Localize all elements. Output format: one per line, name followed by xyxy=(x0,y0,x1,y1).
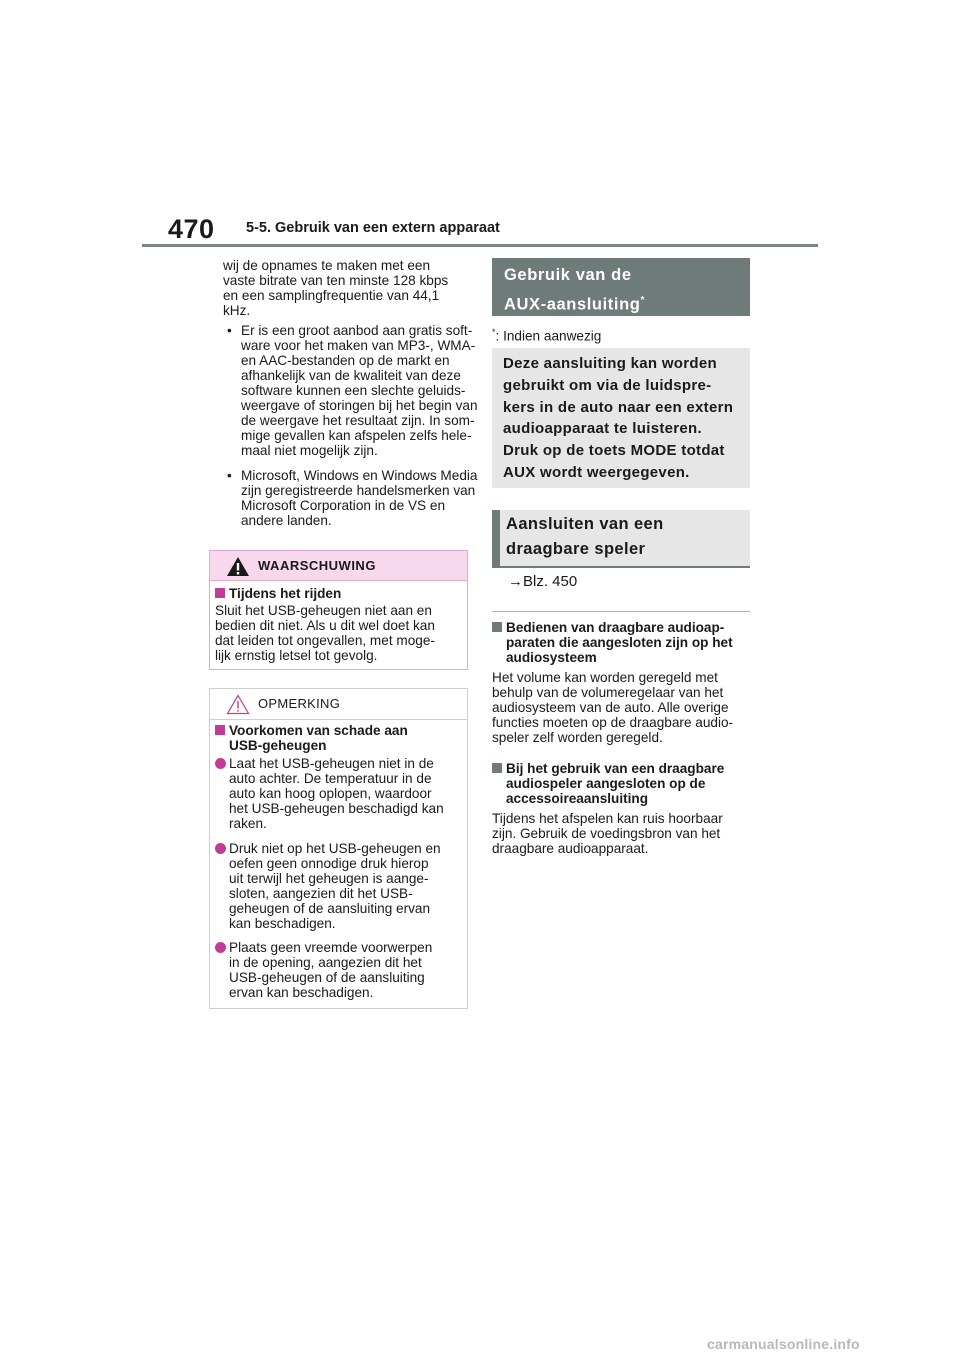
page-number: 470 xyxy=(168,214,215,244)
block-text: Het volume kan worden geregeld met behulp van de volumeregelaar van het audiosysteem van de auto. Alle overige functies moeten op de draagbare audio- speler zelf worden geregeld. xyxy=(492,670,734,745)
watermark: carmanualsonline.info xyxy=(707,1336,860,1352)
warning-icon xyxy=(226,556,250,577)
note-divider xyxy=(210,719,467,720)
note-item: Plaats geen vreemde voorwerpen in de opening, aangezien dit het USB-geheugen of de aansluiting ervan kan beschadigen. xyxy=(215,940,432,1000)
section-title-player: Aansluiten van een draagbare speler xyxy=(506,515,664,558)
header-rule xyxy=(142,244,818,247)
square-bullet-icon xyxy=(492,763,502,773)
section-accent-bar xyxy=(492,510,500,568)
bullet-marker: • xyxy=(227,468,232,483)
caution-icon xyxy=(226,694,250,715)
block-subhead: Bij het gebruik van een draagbare audiospeler aangesloten op de accessoireaansluiting xyxy=(492,761,724,806)
chapter-title: 5-5. Gebruik van een extern apparaat xyxy=(246,220,500,236)
page-reference-link[interactable]: →Blz. 450 xyxy=(508,573,578,590)
circle-bullet-icon xyxy=(215,942,226,953)
note-item: Druk niet op het USB-geheugen en oefen geen onnodige druk hierop uit terwijl het geheugen is aange- sloten, aangezien dit het USB- geheugen of de aansluiting ervan kan beschadigen. xyxy=(215,841,441,931)
circle-bullet-icon xyxy=(215,758,226,769)
warning-subhead: Tijdens het rijden xyxy=(215,586,341,601)
footnote: *: Indien aanwezig xyxy=(492,327,602,344)
note-title: OPMERKING xyxy=(258,696,341,711)
note-subhead: Voorkomen van schade aan USB-geheugen xyxy=(215,723,408,753)
block-text: Tijdens het afspelen kan ruis hoorbaar zijn. Gebruik de voedingsbron van het draagbare audioapparaat. xyxy=(492,811,723,856)
square-bullet-icon xyxy=(215,725,225,735)
continued-paragraph: wij de opnames te maken met een vaste bitrate van ten minste 128 kbps en een samplingfrequentie van 44,1 kHz. xyxy=(223,258,449,318)
warning-text: Sluit het USB-geheugen niet aan en bedien dit niet. Als u dit wel doet kan dat leiden tot ongevallen, met moge- lijk ernstig letsel tot gevolg. xyxy=(215,603,435,663)
bullet-item: • Microsoft, Windows en Windows Media zijn geregistreerde handelsmerken van Microsoft Corporation in de VS en andere landen. xyxy=(227,468,478,528)
bullet-item: • Er is een groot aanbod aan gratis soft- ware voor het maken van MP3-, WMA- en AAC-bestanden op de markt en afhankelijk van de kwaliteit van deze software kunnen een slechte geluids- weergave of storingen bij het begin van de weergave het resultaat zijn. In som- mige gevallen kan afspelen zelfs hele- maal niet mogelijk zijn. xyxy=(227,323,478,458)
section-title-aux: Gebruik van de AUX-aansluiting* xyxy=(504,266,645,314)
circle-bullet-icon xyxy=(215,843,226,854)
bullet-marker: • xyxy=(227,323,232,338)
square-bullet-icon xyxy=(215,588,225,598)
divider xyxy=(492,611,750,612)
warning-title: WAARSCHUWING xyxy=(258,558,376,573)
intro-text: Deze aansluiting kan worden gebruikt om via de luidspre- kers in de auto naar een extern audioapparaat te luisteren. Druk op de toets MODE totdat AUX wordt weergegeven. xyxy=(503,355,734,481)
note-item: Laat het USB-geheugen niet in de auto achter. De temperatuur in de auto kan hoog oplopen, waardoor het USB-geheugen beschadigd kan raken. xyxy=(215,756,444,831)
square-bullet-icon xyxy=(492,622,502,632)
block-subhead: Bedienen van draagbare audioap- paraten die aangesloten zijn op het audiosysteem xyxy=(492,620,733,665)
